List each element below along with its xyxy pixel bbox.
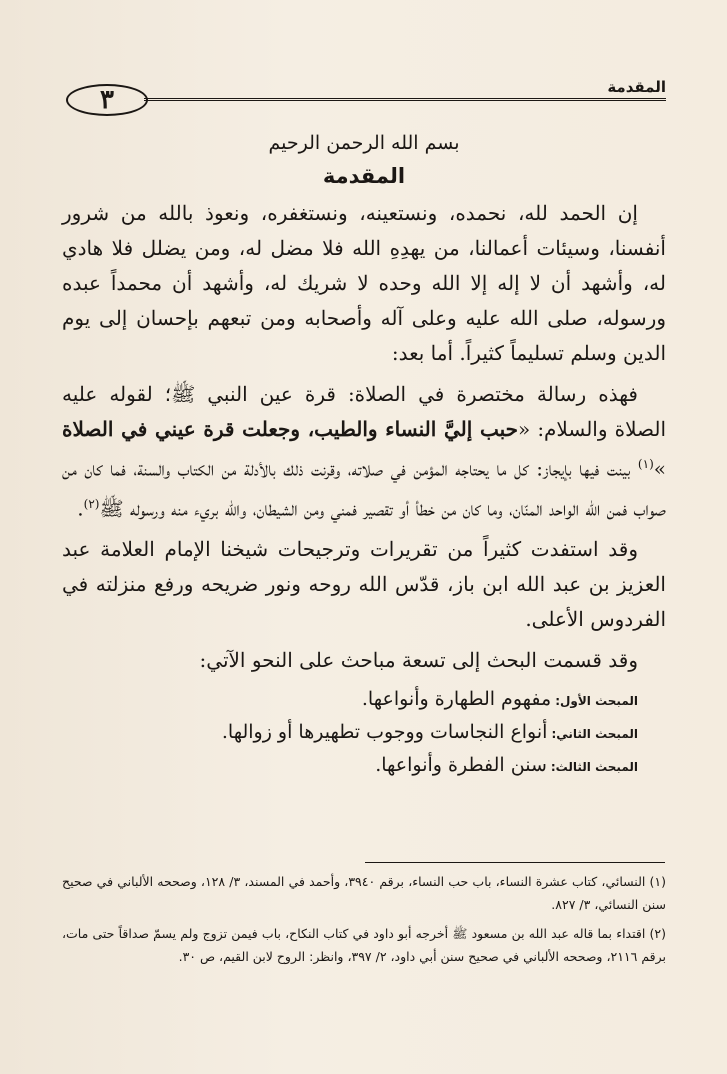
footnotes (62, 870, 666, 974)
section-label: المبحث الثاني: (551, 727, 638, 742)
page-number: ٣ (66, 84, 148, 116)
footnote-rule (365, 862, 665, 863)
running-title: المقدمة (607, 78, 666, 96)
purpose-end: . (77, 496, 84, 521)
section-list (62, 684, 666, 783)
section-text: سنن الفطرة وأنواعها. (375, 754, 547, 777)
paragraph-acknowledgement: وقد استفدت كثيراً من تقريرات وترجيحات شيخنا الإمام العلامة عبد العزيز بن عبد الله ابن باز، قدّس الله روحه ونور ضريحه ورفع منزلته في الفردوس الأعلى. (62, 537, 666, 632)
page-title: المقدمة (322, 164, 406, 188)
footnote-ref-1[interactable]: (١) (637, 457, 654, 471)
basmala: بسم الله الرحمن الرحيم (268, 132, 460, 154)
header-rule (144, 98, 666, 101)
footnote-2: (٢) اقتداء بما قاله عبد الله بن مسعود ﷺ أخرجه أبو داود في كتاب النكاح، باب فيمن تزوج ولم يسمّ صداقاً حتى مات، برقم ٢١١٦، وصححه الألباني في صحيح سنن أبي داود، ٢/ ٣٩٧، وانظر: الروح لابن القيم، ص ٣٠. (62, 926, 666, 964)
footnote-ref-2[interactable]: (٢) (83, 496, 100, 511)
purpose-body: بينت فيها بإيجاز: كل ما يحتاجه المؤمن في صلاته، وقرنت ذلك بالأدلة من الكتاب والسنة، فما كان من صواب فمن الله الواحد المنّان، وما كان من خطأ أو تقصير فمني ومن الشيطان، والله بريء منه ورسوله ﷺ (62, 456, 666, 521)
list-item (62, 717, 666, 750)
quote-close: » (653, 456, 666, 481)
section-label: المبحث الثالث: (550, 760, 638, 775)
list-item (62, 750, 666, 783)
hadith-quote: حبب إليَّ النساء والطيب، وجعلت قرة عيني في الصلاة (62, 417, 518, 441)
page-body (62, 130, 666, 783)
section-label: المبحث الأول: (555, 694, 638, 709)
section-text: مفهوم الطهارة وأنواعها. (361, 688, 552, 711)
page-header (66, 74, 666, 122)
paragraph-outline: وقد قسمت البحث إلى تسعة مباحث على النحو الآتي: (199, 648, 638, 673)
list-item (62, 684, 666, 717)
footnote-1: (١) النسائي، كتاب عشرة النساء، باب حب النساء، برقم ٣٩٤٠، وأحمد في المسند، ٣/ ١٢٨، وصححه الألباني في صحيح سنن النسائي، ٣/ ٨٢٧. (62, 874, 666, 912)
section-text: أنواع النجاسات ووجوب تطهيرها أو زوالها. (221, 721, 548, 744)
paragraph-opening: إن الحمد لله، نحمده، ونستعينه، ونستغفره، ونعوذ بالله من شرور أنفسنا، وسيئات أعمالنا، من يهدِهِ الله فلا مضل له، ومن يضلل فلا هادي له، وأشهد أن لا إله إلا الله وحده لا شريك له، وأشهد أن محمداً عبده ورسوله، صلى الله عليه وعلى آله وأصحابه ومن تبعهم بإحسان إلى يوم الدين وسلم تسليماً كثيراً. أما بعد: (62, 201, 666, 365)
paragraph-purpose (62, 377, 666, 526)
purpose-intro: فهذه رسالة مختصرة في الصلاة: قرة عين النبي ﷺ؛ لقوله عليه الصلاة والسلام: « (62, 382, 666, 441)
